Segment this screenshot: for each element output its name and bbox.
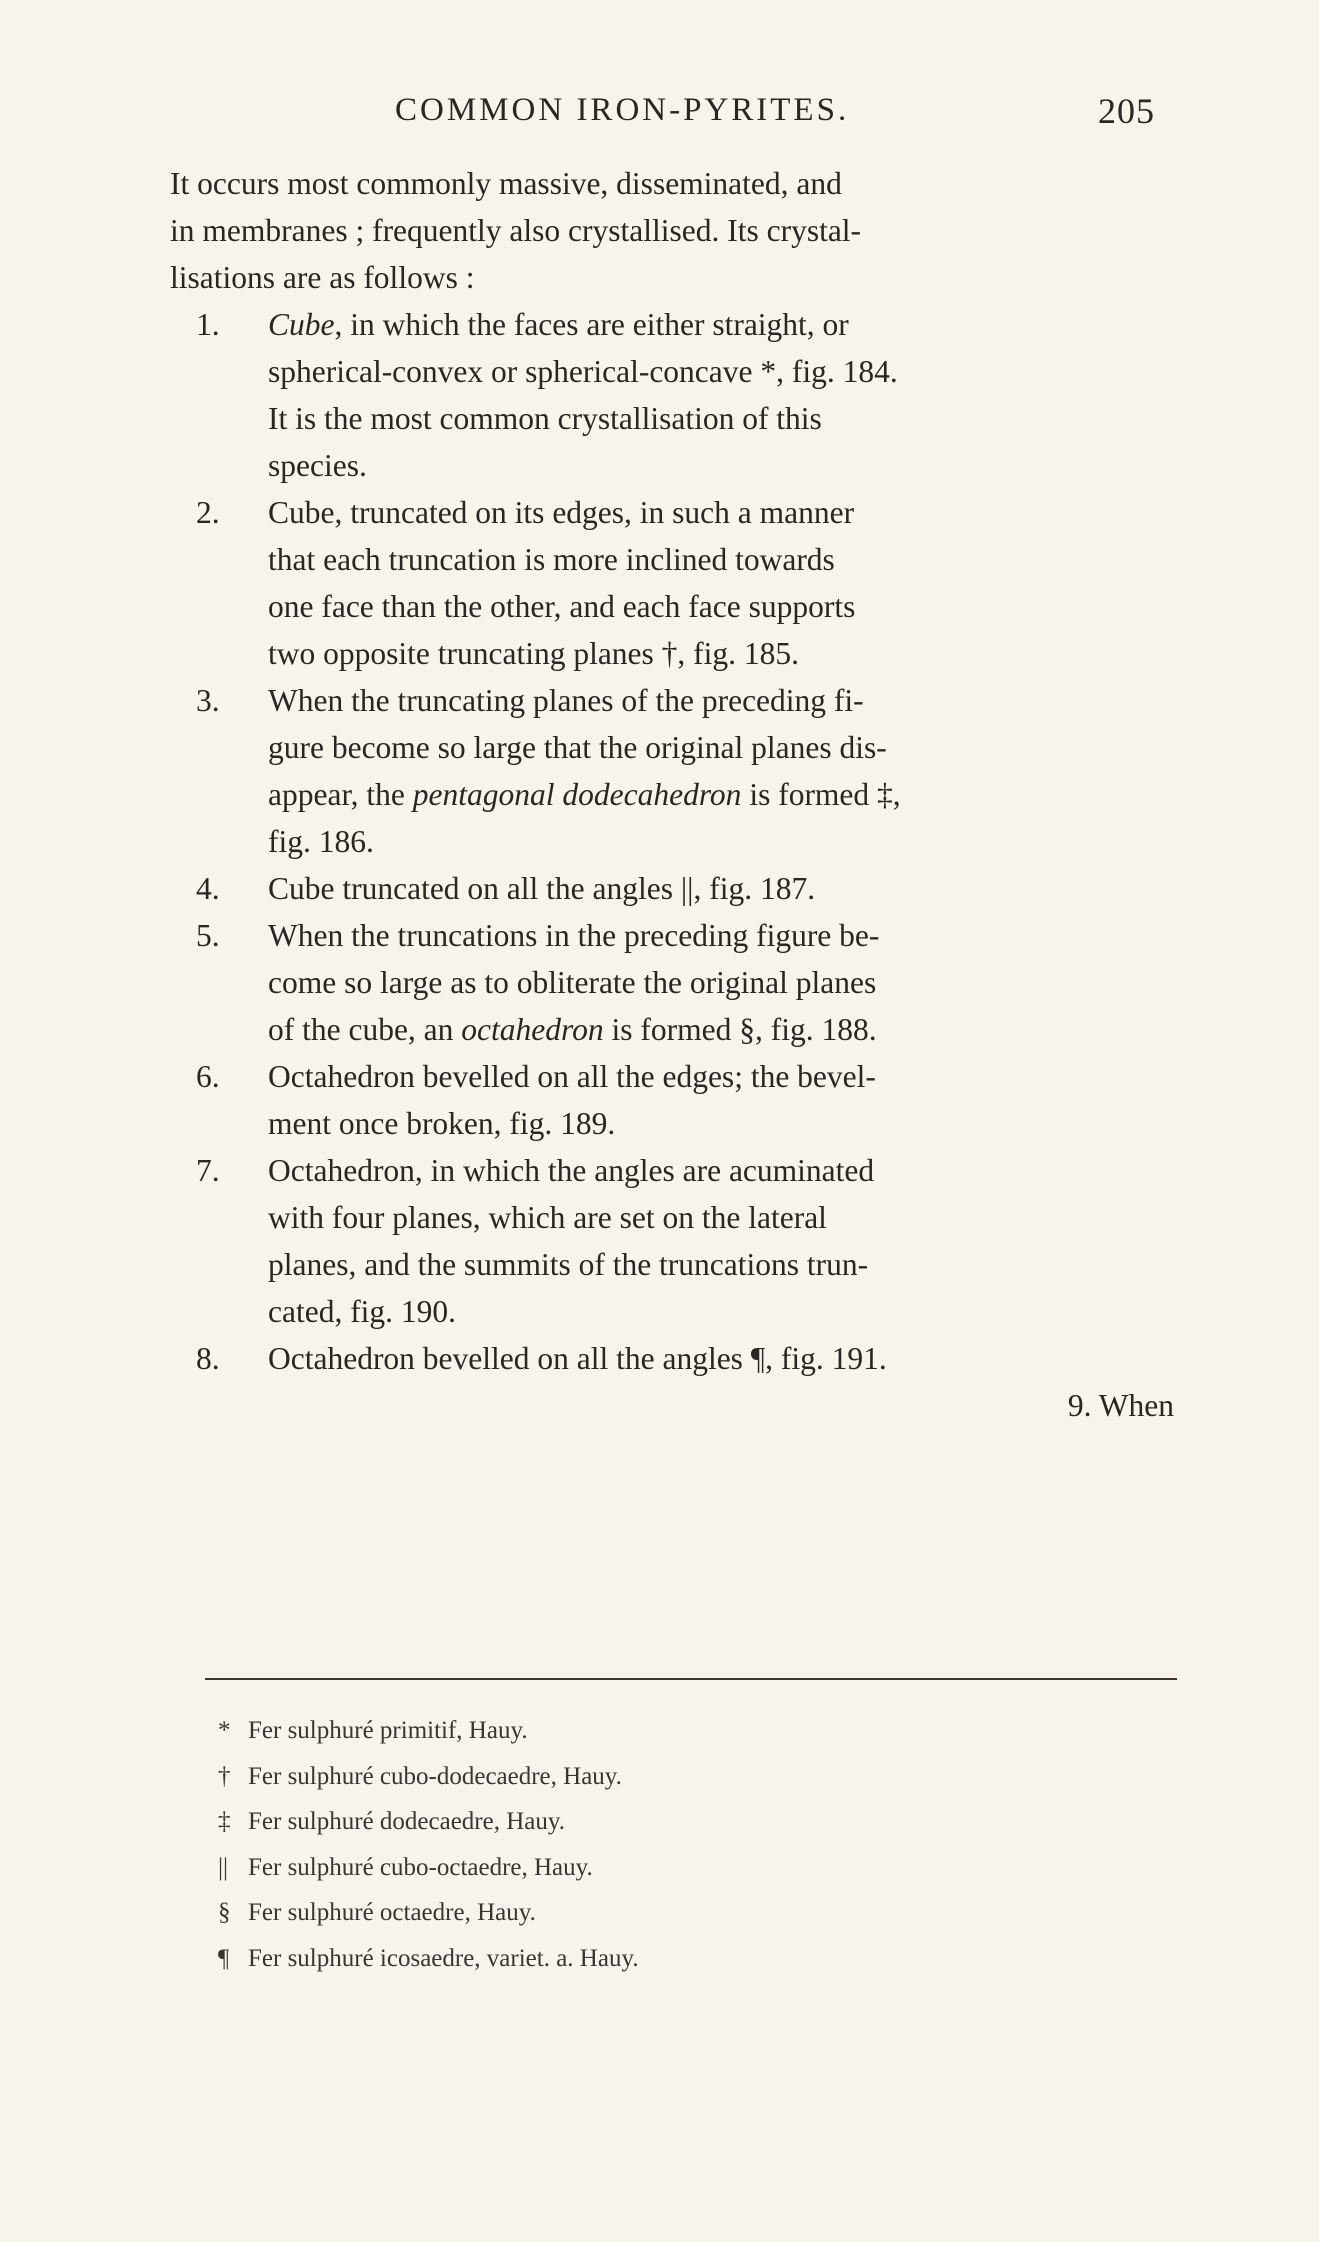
item-line: fig. 186. (268, 824, 374, 859)
item-term: octahedron (461, 1012, 604, 1047)
item-line: spherical-convex or spherical-concave *, fig. 184. (268, 354, 898, 389)
footnote-mark: ‡ (218, 1808, 231, 1835)
item-number: 6. (196, 1059, 220, 1094)
footnote-mark: || (218, 1853, 229, 1881)
intro-line: lisations are as follows : (170, 260, 475, 295)
footnote-text: Fer sulphuré icosaedre, variet. a. Hauy. (248, 1944, 639, 1972)
item-line (268, 301, 1178, 348)
intro-line: in membranes ; frequently also crystallised. Its crystal- (170, 213, 862, 248)
list-item (170, 301, 1178, 489)
footnote-mark: * (218, 1717, 231, 1744)
item-line: When the truncations in the preceding figure be- (268, 918, 880, 953)
item-line: come so large as to obliterate the original planes (268, 965, 877, 1000)
list-item (170, 677, 1178, 865)
item-term: Cube (268, 307, 335, 342)
item-number: 2. (196, 495, 220, 530)
footnote-rule (205, 1678, 1177, 1680)
item-number: 3. (196, 683, 220, 718)
item-line: ment once broken, fig. 189. (268, 1106, 616, 1141)
item-text: , in which the faces are either straight, or (334, 307, 849, 342)
item-line: When the truncating planes of the preceding fi- (268, 683, 864, 718)
footnote-text: Fer sulphuré cubo-octaedre, Hauy. (248, 1853, 593, 1881)
item-line (268, 1006, 1178, 1053)
item-line: planes, and the summits of the truncations trun- (268, 1247, 869, 1282)
footnote (218, 1890, 1118, 1936)
item-line: cated, fig. 190. (268, 1294, 457, 1329)
footnote (218, 1936, 1118, 1982)
list-item (170, 489, 1178, 677)
item-line: It is the most common crystallisation of this (268, 401, 822, 436)
item-line: that each truncation is more inclined towards (268, 542, 835, 577)
item-number: 4. (196, 871, 220, 906)
footnote-text: Fer sulphuré primitif, Hauy. (248, 1717, 528, 1744)
list-item (170, 865, 1178, 912)
footnote (218, 1845, 1118, 1891)
item-line: with four planes, which are set on the lateral (268, 1200, 827, 1235)
footnote (218, 1708, 1118, 1754)
item-line: Cube, truncated on its edges, in such a manner (268, 495, 855, 530)
item-line: Octahedron bevelled on all the edges; the bevel- (268, 1059, 876, 1094)
item-text: is formed §, fig. 188. (603, 1012, 877, 1047)
footnote-mark: † (218, 1762, 231, 1790)
item-line: gure become so large that the original planes dis- (268, 730, 887, 765)
running-head (395, 92, 1155, 142)
item-line: two opposite truncating planes †, fig. 185. (268, 636, 800, 671)
footnote-text: Fer sulphuré octaedre, Hauy. (248, 1899, 536, 1926)
footnotes (218, 1708, 1118, 1981)
footnote (218, 1799, 1118, 1845)
item-text: appear, the (268, 777, 413, 812)
body-text (170, 160, 1178, 1429)
item-line (268, 771, 1178, 818)
item-number: 7. (196, 1153, 220, 1188)
item-text: of the cube, an (268, 1012, 462, 1047)
catchword: 9. When (1067, 1388, 1174, 1423)
item-line: Octahedron bevelled on all the angles ¶, fig. 191. (268, 1341, 887, 1376)
list-item (170, 912, 1178, 1053)
item-number: 8. (196, 1341, 220, 1376)
item-line: species. (268, 448, 367, 483)
list-item (170, 1147, 1178, 1335)
item-line: Cube truncated on all the angles ||, fig. 187. (268, 871, 816, 906)
footnote-mark: § (218, 1899, 231, 1926)
footnote (218, 1754, 1118, 1800)
list-item (170, 1335, 1178, 1382)
list-item (170, 1053, 1178, 1147)
footnote-text: Fer sulphuré cubo-dodecaedre, Hauy. (248, 1762, 622, 1790)
intro-line: It occurs most commonly massive, disseminated, and (170, 166, 842, 201)
item-number: 1. (196, 307, 220, 342)
item-term: pentagonal dodecahedron (412, 777, 742, 812)
item-line: Octahedron, in which the angles are acuminated (268, 1153, 875, 1188)
page-number: 205 (1098, 91, 1155, 131)
intro-paragraph (170, 160, 1178, 301)
footnote-text: Fer sulphuré dodecaedre, Hauy. (248, 1808, 566, 1835)
item-number: 5. (196, 918, 220, 953)
footnote-mark: ¶ (218, 1944, 230, 1972)
running-title: COMMON IRON-PYRITES. (395, 92, 850, 128)
item-line: one face than the other, and each face supports (268, 589, 856, 624)
item-text: is formed ‡, (741, 777, 901, 812)
